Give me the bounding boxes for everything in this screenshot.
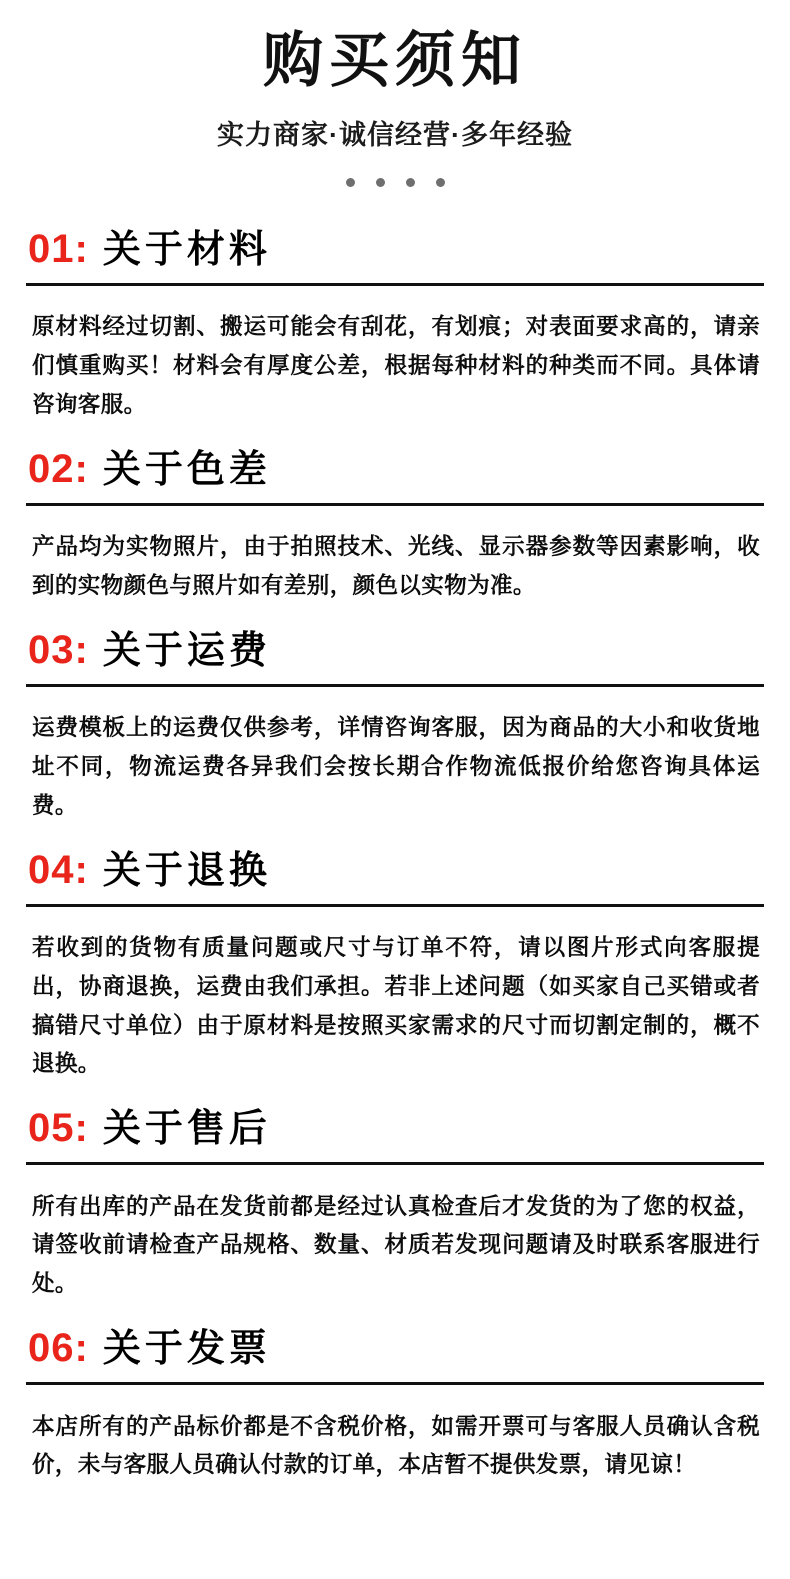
section-number: 05: <box>28 1106 89 1151</box>
dot-divider <box>0 178 790 187</box>
section-number: 04: <box>28 847 89 892</box>
section-title: 关于售后 <box>102 1108 271 1151</box>
notice-section-04 <box>26 848 764 1084</box>
section-title: 关于材料 <box>102 229 271 271</box>
divider-dot-icon <box>406 178 415 187</box>
divider-dot-icon <box>376 178 385 187</box>
section-number: 03: <box>28 628 89 673</box>
section-heading <box>26 1106 764 1151</box>
section-title: 关于色差 <box>102 448 271 491</box>
section-divider <box>26 283 764 286</box>
page-header <box>0 0 790 187</box>
page-subtitle: 实力商家·诚信经营·多年经验 <box>217 120 573 150</box>
page-title: 购买须知 <box>263 27 527 94</box>
section-heading <box>26 848 764 893</box>
section-body: 运费模板上的运费仅供参考，详情咨询客服，因为商品的大小和收货地址不同，物流运费各异我们会按长期合作物流低报价给您咨询具体运费。 <box>32 715 760 818</box>
section-number: 02: <box>28 446 89 491</box>
section-body: 若收到的货物有质量问题或尺寸与订单不符，请以图片形式向客服提出，协商退换，运费由我们承担。若非上述问题（如买家自己买错或者搞错尺寸单位）由于原材料是按照买家需求的尺寸而切割定制的，概不退换。 <box>32 935 760 1077</box>
section-heading <box>26 1326 764 1371</box>
section-divider <box>26 904 764 907</box>
notice-section-02 <box>26 447 764 606</box>
section-divider <box>26 503 764 506</box>
section-body: 原材料经过切割、搬运可能会有刮花，有划痕；对表面要求高的，请亲们慎重购买！材料会有厚度公差，根据每种材料的种类而不同。具体请咨询客服。 <box>32 314 760 417</box>
divider-dot-icon <box>436 178 445 187</box>
notice-section-06 <box>26 1326 764 1485</box>
section-heading <box>26 227 764 272</box>
notice-sections <box>0 227 790 1485</box>
section-title: 关于运费 <box>102 630 271 673</box>
section-body: 产品均为实物照片，由于拍照技术、光线、显示器参数等因素影响，收到的实物颜色与照片如有差别，颜色以实物为准。 <box>32 534 760 598</box>
section-divider <box>26 1162 764 1165</box>
notice-section-05 <box>26 1106 764 1303</box>
divider-dot-icon <box>346 178 355 187</box>
notice-section-01 <box>26 227 764 424</box>
section-divider <box>26 684 764 687</box>
section-title: 关于退换 <box>102 849 271 892</box>
section-number: 06: <box>28 1326 89 1371</box>
section-heading <box>26 628 764 673</box>
section-heading <box>26 447 764 492</box>
section-body: 本店所有的产品标价都是不含税价格，如需开票可与客服人员确认含税价，未与客服人员确认付款的订单，本店暂不提供发票，请见谅！ <box>32 1413 760 1478</box>
section-divider <box>26 1382 764 1385</box>
section-number: 01: <box>28 227 89 271</box>
notice-section-03 <box>26 628 764 825</box>
section-title: 关于发票 <box>102 1328 271 1371</box>
section-body: 所有出库的产品在发货前都是经过认真检查后才发货的为了您的权益，请签收前请检查产品规格、数量、材质若发现问题请及时联系客服进行处。 <box>32 1193 760 1297</box>
